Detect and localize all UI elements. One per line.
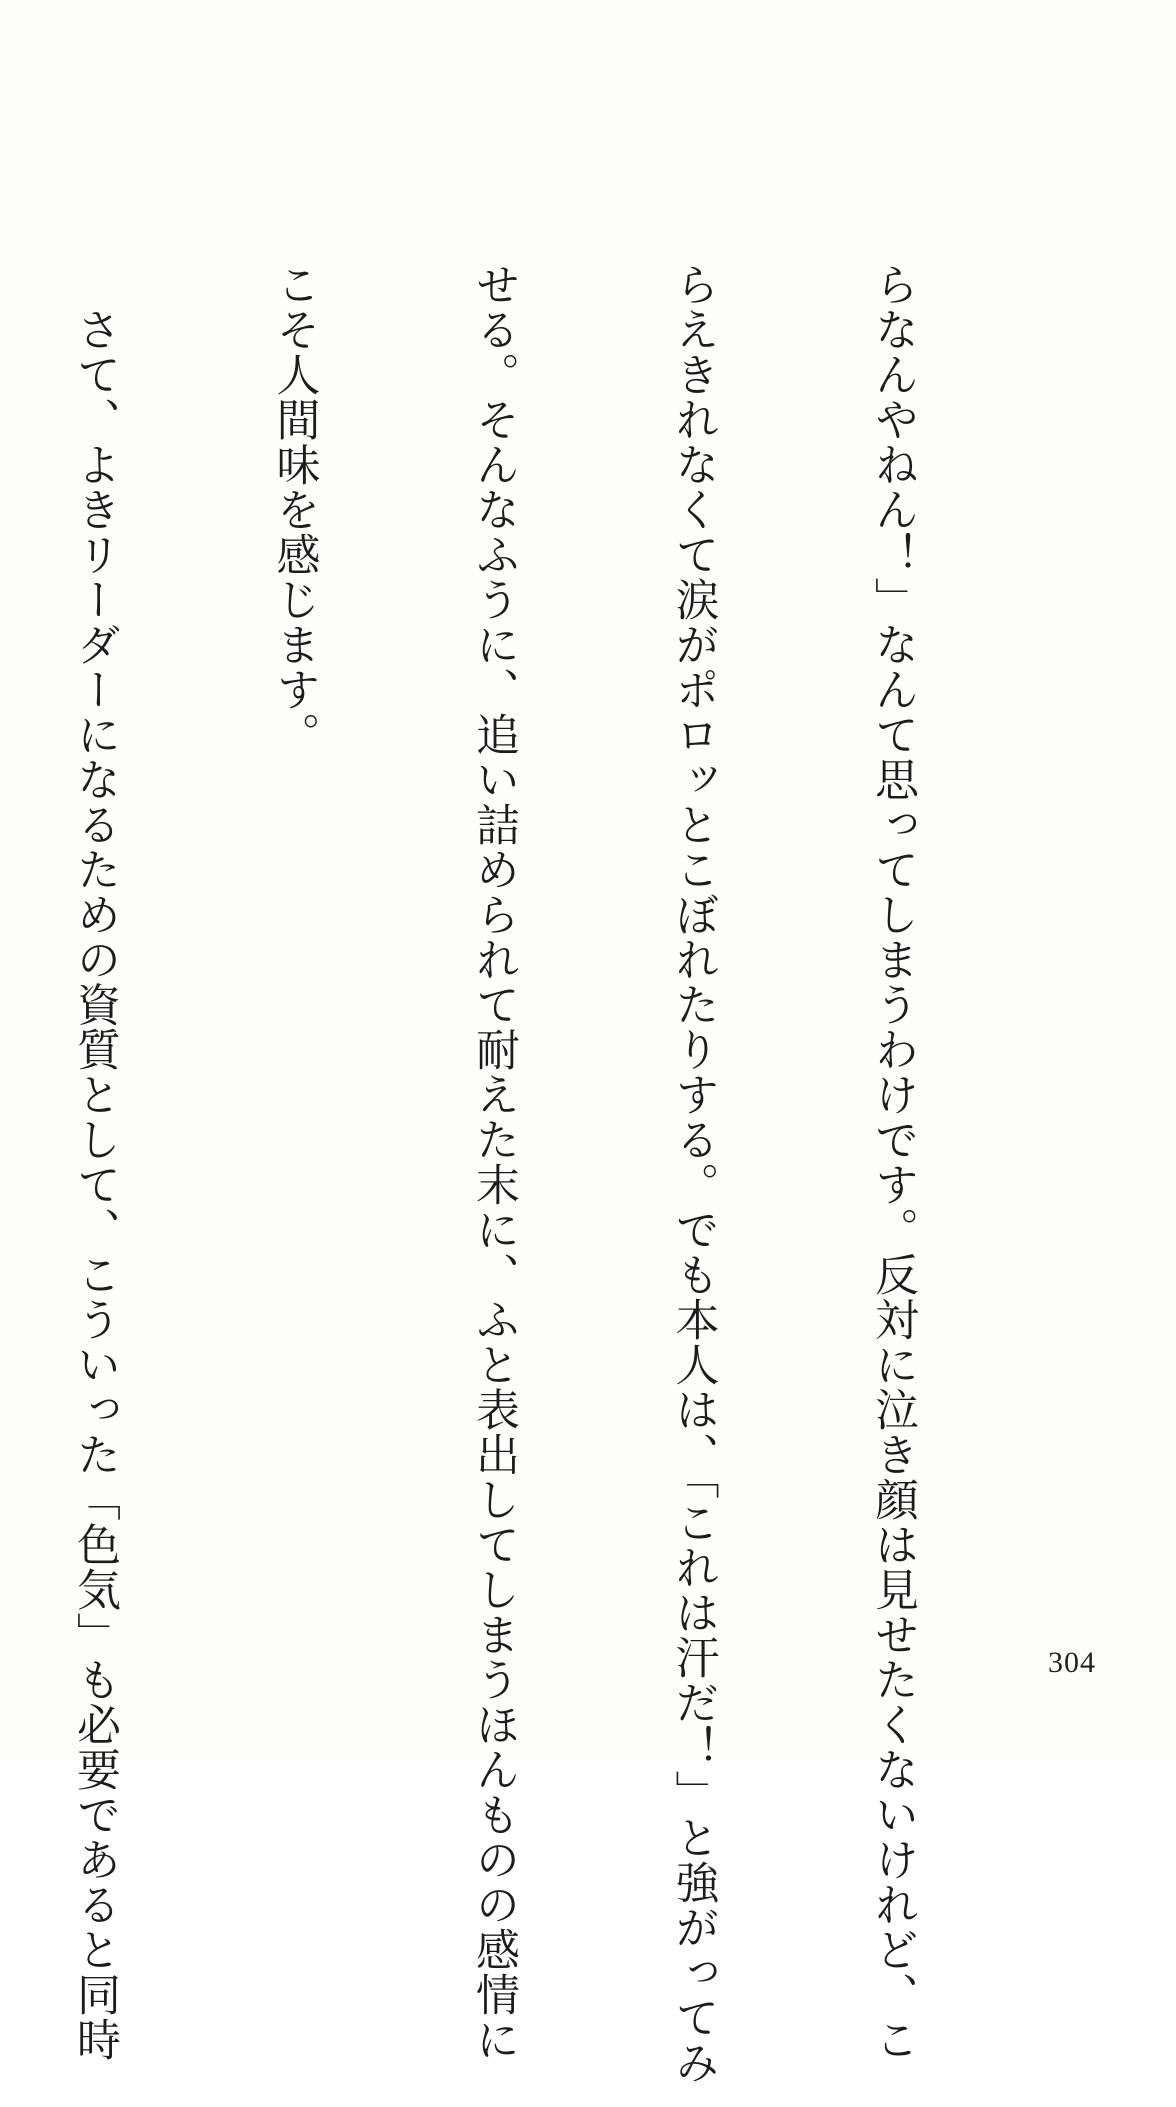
text-line: らえきれなくて涙がポロッとこぼれたりする。でも本人は、「これは汗だ！」と強がってみ: [667, 262, 719, 2085]
page-number: 304: [1048, 1646, 1096, 1679]
text-line: さて、よきリーダーになるための資質として、こういった「色気」も必要であると同時: [69, 262, 120, 2062]
text-line: こそ人間味を感じます。: [268, 262, 320, 757]
body-text: [69, 262, 1058, 2085]
text-line: らなんやねん！」なんて思ってしまうわけです。反対に泣き顔は見せたくないけれど、こ: [867, 262, 918, 2062]
text-line: せる。そんなふうに、追い詰められて耐えた末に、ふと表出してしまうほんものの感情に: [468, 262, 519, 2062]
